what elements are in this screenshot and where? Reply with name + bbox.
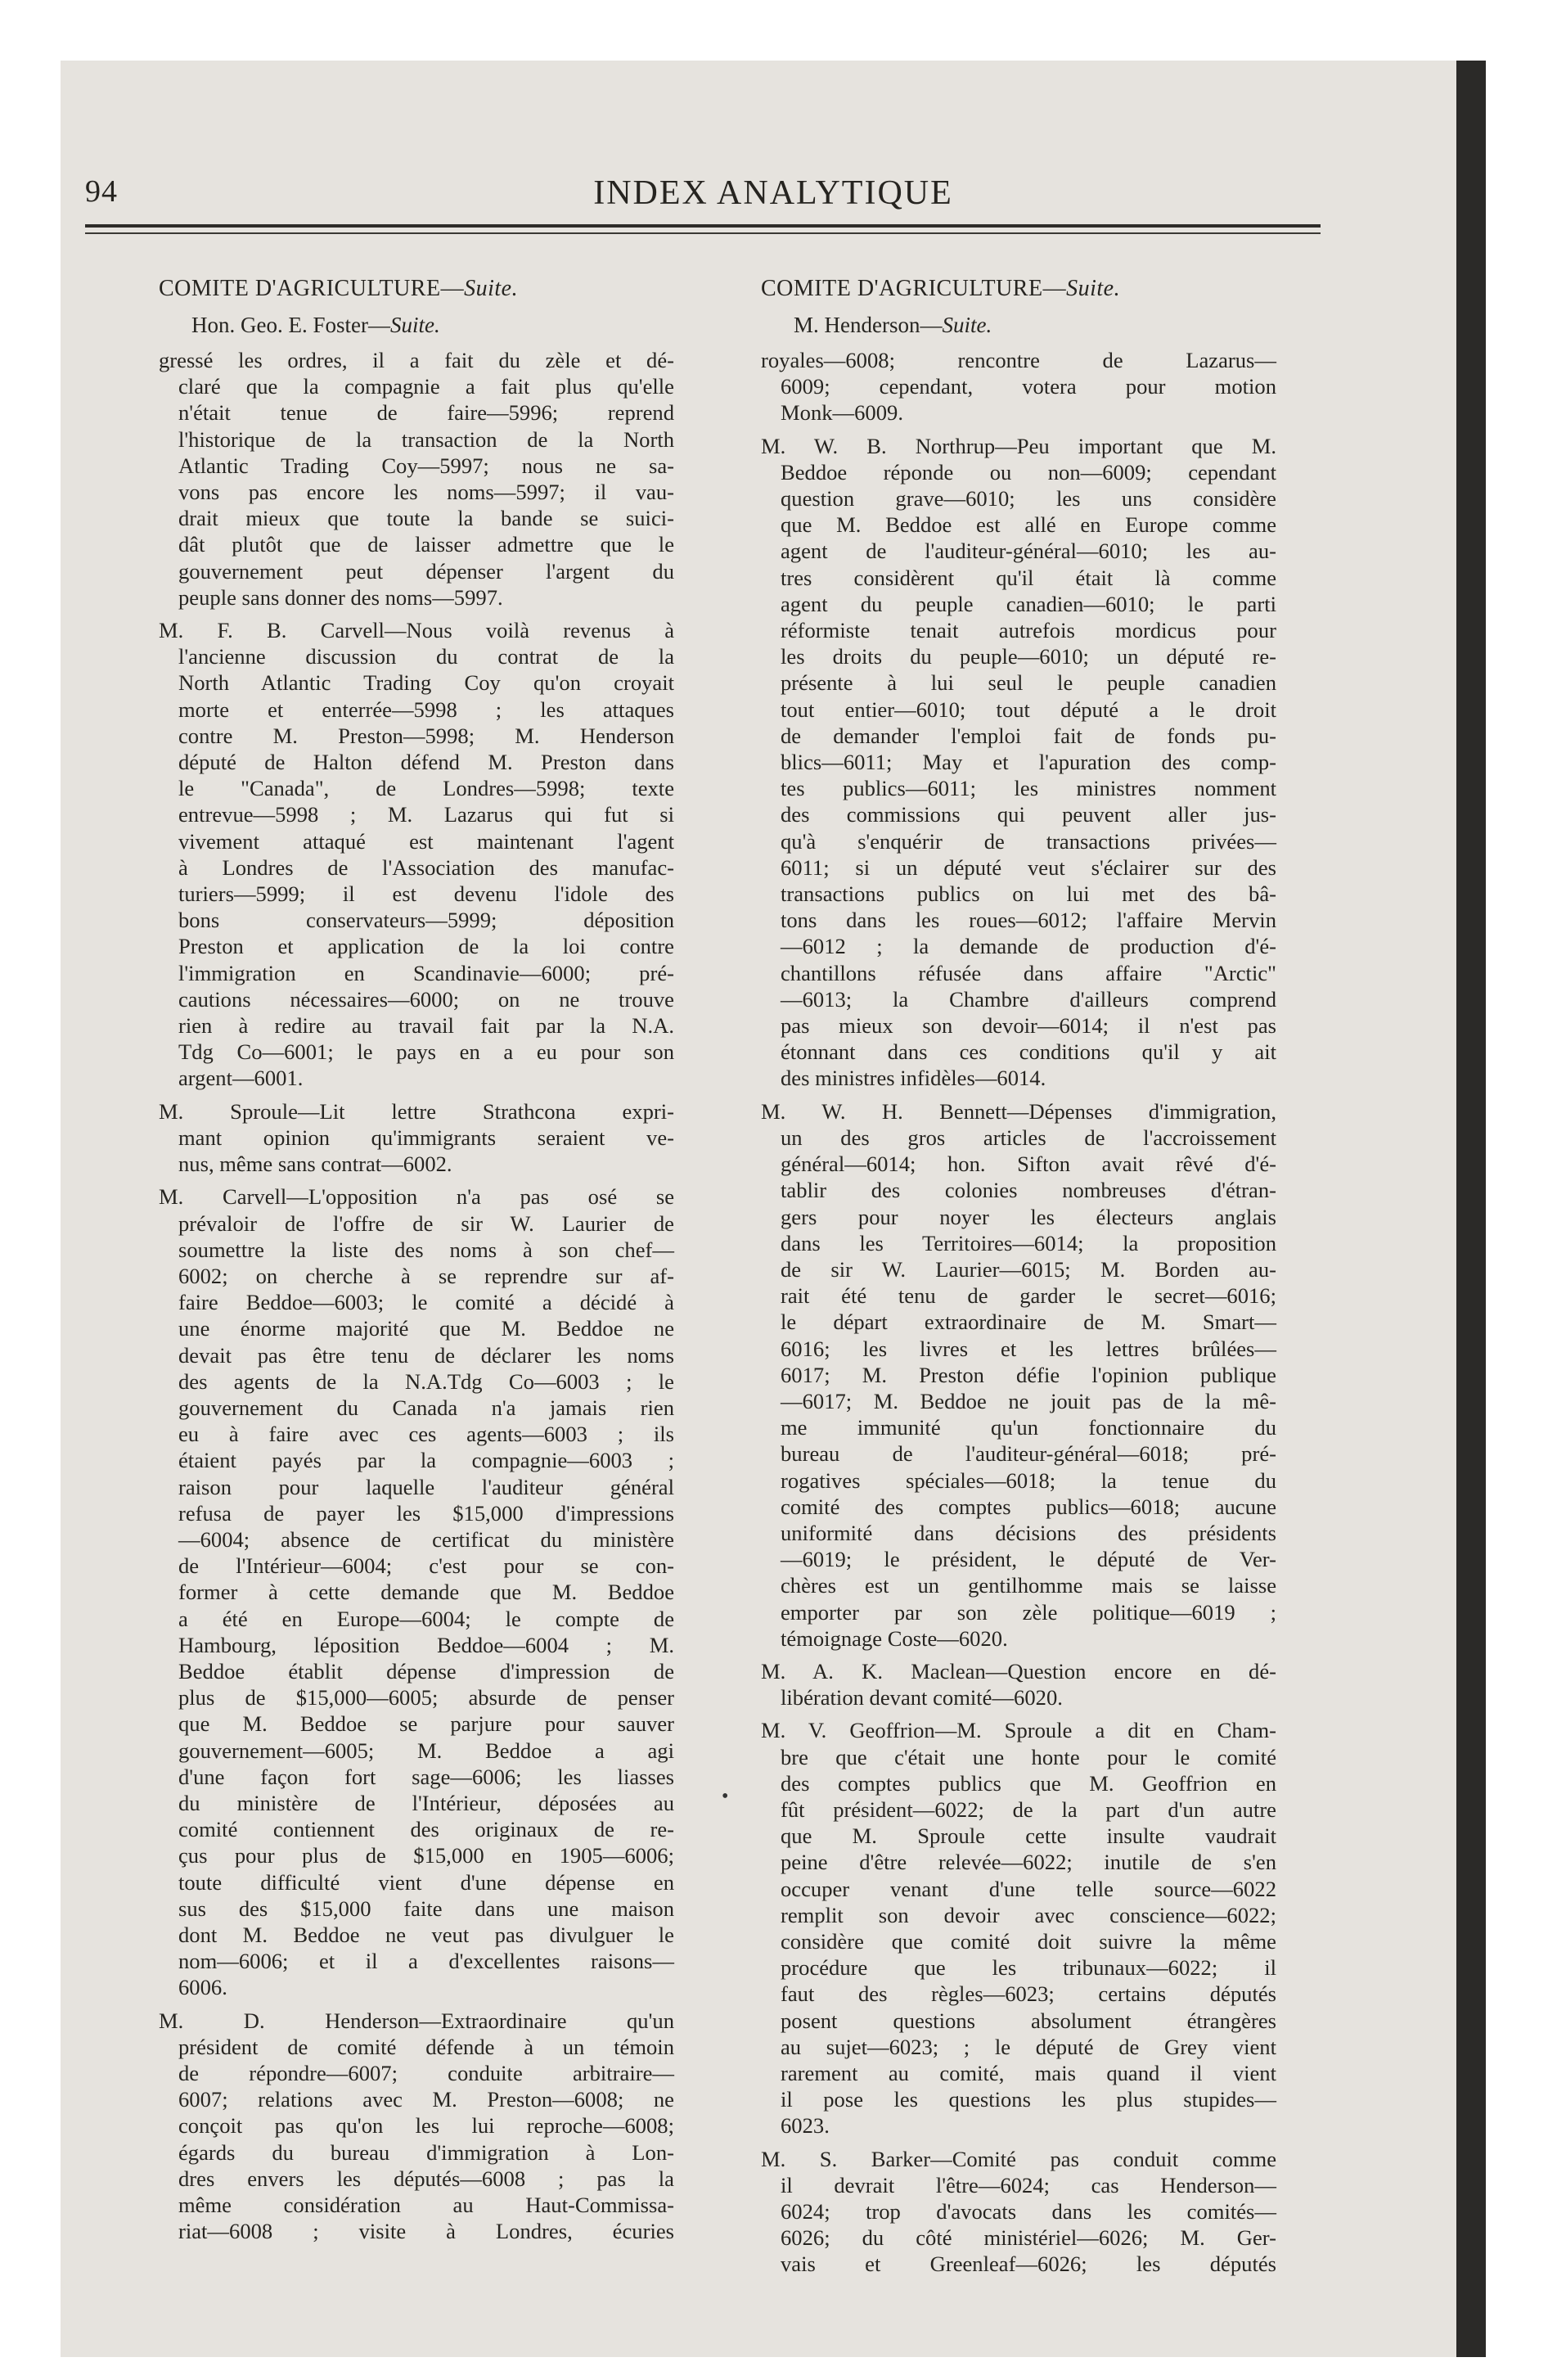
- entry-line: de répondre—6007; conduite arbitraire—: [178, 2061, 674, 2085]
- entry-line: gressé les ordres, il a fait du zèle et dé-: [159, 348, 674, 372]
- entry-line: raison pour laquelle l'auditeur général: [178, 1474, 674, 1499]
- entry-line: mant opinion qu'immigrants seraient ve-: [178, 1125, 674, 1150]
- entry-line: rait été tenu de garder le secret—6016;: [781, 1283, 1276, 1309]
- entry-line: —6017; M. Beddoe ne jouit pas de la mê-: [781, 1388, 1276, 1413]
- heading-text: COMITE D'AGRICULTURE—: [761, 276, 1067, 301]
- entry-line: Beddoe établit dépense d'impression de: [178, 1658, 674, 1684]
- entry-line: comité des comptes publics—6018; aucune: [781, 1494, 1276, 1519]
- entry-line: que M. Beddoe est allé en Europe comme: [781, 512, 1276, 538]
- entry-line: bons conservateurs—5999; déposition: [178, 908, 674, 933]
- entry-line: chantillons réfusée dans affaire "Arctic": [781, 960, 1276, 985]
- column-subheading: [794, 311, 1276, 339]
- entry-line: président de comité défende à un témoin: [178, 2034, 674, 2059]
- column-heading: [159, 275, 674, 303]
- entry-line: bureau de l'auditeur-général—6018; pré-: [781, 1441, 1276, 1467]
- entry-line: —6004; absence de certificat du ministère: [178, 1526, 674, 1552]
- entry-line: argent—6001.: [178, 1066, 304, 1091]
- header-rule-thin: [85, 232, 1321, 234]
- entry-line: des ministres infidèles—6014.: [781, 1066, 1046, 1091]
- index-entry: [761, 1658, 1276, 1711]
- entry-line: comité contiennent des originaux de re-: [178, 1817, 674, 1842]
- entry-line: M. D. Henderson—Extraordinaire qu'un: [159, 2008, 674, 2033]
- entry-line: de sir W. Laurier—6015; M. Borden au-: [781, 1256, 1276, 1282]
- entry-line: dans les Territoires—6014; la proposition: [781, 1230, 1276, 1255]
- entry-line: il pose les questions les plus stupides—: [781, 2087, 1276, 2112]
- index-entry: [761, 2146, 1276, 2278]
- entry-line: remplit son devoir avec conscience—6022;: [781, 1902, 1276, 1927]
- entry-line: peuple sans donner des noms—5997.: [178, 584, 503, 610]
- entry-line: présente à lui seul le peuple canadien: [781, 670, 1276, 696]
- scanned-page: [61, 61, 1486, 2357]
- entry-line: emporter par son zèle politique—6019 ;: [781, 1599, 1276, 1625]
- scan-edge-bar: [1456, 61, 1486, 2357]
- entry-line: blics—6011; May et l'apuration des comp-: [781, 750, 1276, 775]
- entry-line: de l'Intérieur—6004; c'est pour se con-: [178, 1553, 674, 1579]
- entry-line: libération devant comité—6020.: [781, 1685, 1063, 1711]
- entry-line: agent de l'auditeur-général—6010; les au-: [781, 539, 1276, 564]
- entry-line: les droits du peuple—6010; un député re-: [781, 644, 1276, 669]
- entry-line: le départ extraordinaire de M. Smart—: [781, 1309, 1276, 1335]
- entry-line: posent questions absolument étrangères: [781, 2008, 1276, 2033]
- entry-line: uniformité dans décisions des présidents: [781, 1520, 1276, 1545]
- entry-line: faut des règles—6023; certains députés: [781, 1981, 1276, 2007]
- entry-line: drait mieux que toute la bande se suici-: [178, 506, 674, 531]
- heading-suite: Suite.: [464, 276, 519, 301]
- entry-line: nom—6006; et il a d'excellentes raisons—: [178, 1949, 674, 1974]
- index-entry: [159, 1098, 674, 1178]
- entry-line: rien à redire au travail fait par la N.A.: [178, 1013, 674, 1039]
- subheading-suite: Suite.: [942, 313, 992, 337]
- entry-line: refusa de payer les $15,000 d'impressions: [178, 1500, 674, 1526]
- entry-line: question grave—6010; les uns considère: [781, 486, 1276, 512]
- entries: [159, 347, 674, 2244]
- entry-line: que M. Beddoe se parjure pour sauver: [178, 1711, 674, 1737]
- entry-line: entrevue—5998 ; M. Lazarus qui fut si: [178, 802, 674, 827]
- entry-line: occuper venant d'une telle source—6022: [781, 1876, 1276, 1901]
- subheading-text: Hon. Geo. E. Foster—: [191, 313, 390, 337]
- column-subheading: [191, 311, 674, 339]
- entry-line: l'historique de la transaction de la North: [178, 426, 674, 452]
- entry-line: d'une façon fort sage—6006; les liasses: [178, 1764, 674, 1789]
- entry-line: l'immigration en Scandinavie—6000; pré-: [178, 960, 674, 985]
- entry-line: même considération au Haut-Commissa-: [178, 2193, 674, 2218]
- entry-line: tes publics—6011; les ministres nomment: [781, 776, 1276, 801]
- entry-line: 6006.: [178, 1975, 227, 2000]
- entry-line: tablir des colonies nombreuses d'étran-: [781, 1178, 1276, 1203]
- index-entry: [159, 347, 674, 611]
- entry-line: M. W. B. Northrup—Peu important que M.: [761, 433, 1276, 458]
- entry-line: cautions nécessaires—6000; on ne trouve: [178, 986, 674, 1012]
- entry-line: il devrait l'être—6024; cas Henderson—: [781, 2172, 1276, 2197]
- entry-line: 6002; on cherche à se reprendre sur af-: [178, 1263, 674, 1288]
- entry-line: 6026; du côté ministériel—6026; M. Ger-: [781, 2225, 1276, 2251]
- entry-line: député de Halton défend M. Preston dans: [178, 750, 674, 775]
- subheading-text: M. Henderson—: [794, 313, 943, 337]
- entry-line: claré que la compagnie a fait plus qu'elle: [178, 374, 674, 399]
- entry-line: devait pas être tenu de déclarer les noms: [178, 1342, 674, 1368]
- entry-line: M. S. Barker—Comité pas conduit comme: [761, 2146, 1276, 2171]
- column-heading: [761, 275, 1276, 303]
- index-entry: [761, 347, 1276, 426]
- entry-line: 6016; les livres et les lettres brûlées—: [781, 1336, 1276, 1361]
- index-entry: [761, 433, 1276, 1092]
- subheading-suite: Suite.: [389, 313, 440, 337]
- index-entry: [159, 1183, 674, 2000]
- entry-line: tons dans les roues—6012; l'affaire Mervin: [781, 908, 1276, 933]
- entry-line: du ministère de l'Intérieur, déposées au: [178, 1790, 674, 1815]
- entry-line: plus de $15,000—6005; absurde de penser: [178, 1685, 674, 1711]
- margin-mark: •: [722, 1786, 729, 1807]
- right-column: [761, 275, 1276, 2284]
- entry-line: égards du bureau d'immigration à Lon-: [178, 2139, 674, 2165]
- entry-line: gers pour noyer les électeurs anglais: [781, 1204, 1276, 1229]
- entry-line: bre que c'était une honte pour le comité: [781, 1744, 1276, 1769]
- entry-line: North Atlantic Trading Coy qu'on croyait: [178, 670, 674, 696]
- entry-line: conçoit pas qu'on les lui reproche—6008;: [178, 2113, 674, 2139]
- entry-line: M. V. Geoffrion—M. Sproule a dit en Cham-: [761, 1718, 1276, 1743]
- entry-line: une énorme majorité que M. Beddoe ne: [178, 1316, 674, 1341]
- index-entry: [159, 2008, 674, 2245]
- index-entry: [761, 1098, 1276, 1652]
- entry-line: 6017; M. Preston défie l'opinion publique: [781, 1362, 1276, 1387]
- entry-line: vivement attaqué est maintenant l'agent: [178, 828, 674, 854]
- entry-line: M. Sproule—Lit lettre Strathcona expri-: [159, 1098, 674, 1124]
- entry-line: des comptes publics que M. Geoffrion en: [781, 1770, 1276, 1796]
- entry-line: toute difficulté vient d'une dépense en: [178, 1869, 674, 1895]
- entry-line: général—6014; hon. Sifton avait rêvé d'é-: [781, 1152, 1276, 1177]
- entry-line: 6009; cependant, votera pour motion: [781, 374, 1276, 399]
- entry-line: sus des $15,000 faite dans une maison: [178, 1895, 674, 1921]
- entry-line: —6012 ; la demande de production d'é-: [781, 934, 1276, 959]
- page-number: 94: [85, 174, 118, 209]
- entry-line: des commissions qui peuvent aller jus-: [781, 802, 1276, 827]
- entry-line: —6019; le président, le député de Ver-: [781, 1547, 1276, 1572]
- entry-line: dât plutôt que de laisser admettre que le: [178, 532, 674, 557]
- entry-line: procédure que les tribunaux—6022; il: [781, 1955, 1276, 1981]
- heading-suite: Suite.: [1066, 276, 1121, 301]
- entry-line: royales—6008; rencontre de Lazarus—: [761, 348, 1276, 372]
- entry-line: chères est un gentilhomme mais se laisse: [781, 1573, 1276, 1598]
- entry-line: le "Canada", de Londres—5998; texte: [178, 776, 674, 801]
- entry-line: peine d'être relevée—6022; inutile de s'en: [781, 1850, 1276, 1875]
- entry-line: n'était tenue de faire—5996; reprend: [178, 400, 674, 426]
- entry-line: gouvernement peut dépenser l'argent du: [178, 558, 674, 584]
- entry-line: tres considèrent qu'il était là comme: [781, 565, 1276, 590]
- entry-line: tout entier—6010; tout député a le droit: [781, 696, 1276, 722]
- heading-text: COMITE D'AGRICULTURE—: [159, 276, 465, 301]
- entry-line: Atlantic Trading Coy—5997; nous ne sa-: [178, 453, 674, 478]
- entry-line: faire Beddoe—6003; le comité a décidé à: [178, 1290, 674, 1315]
- entry-line: un des gros articles de l'accroissement: [781, 1125, 1276, 1150]
- index-entry: [159, 617, 674, 1092]
- entry-line: Monk—6009.: [781, 400, 903, 426]
- left-column: [159, 275, 674, 2251]
- entry-line: étaient payés par la compagnie—6003 ;: [178, 1448, 674, 1473]
- entry-line: turiers—5999; il est devenu l'idole des: [178, 881, 674, 907]
- entry-line: Tdg Co—6001; le pays en a eu pour son: [178, 1039, 674, 1065]
- entry-line: 6023.: [781, 2113, 830, 2139]
- entry-line: —6013; la Chambre d'ailleurs comprend: [781, 986, 1276, 1012]
- entry-line: a été en Europe—6004; le compte de: [178, 1606, 674, 1631]
- entry-line: l'ancienne discussion du contrat de la: [178, 644, 674, 669]
- entry-line: Hambourg, léposition Beddoe—6004 ; M.: [178, 1632, 674, 1657]
- entry-line: témoignage Coste—6020.: [781, 1625, 1008, 1651]
- entry-line: M. W. H. Bennett—Dépenses d'immigration,: [761, 1098, 1276, 1124]
- entry-line: Beddoe réponde ou non—6009; cependant: [781, 459, 1276, 485]
- entry-line: de demander l'emploi fait de fonds pu-: [781, 723, 1276, 748]
- running-title: INDEX ANALYTIQUE: [593, 174, 953, 212]
- entries: [761, 347, 1276, 2278]
- entry-line: au sujet—6023; ; le député de Grey vient: [781, 2034, 1276, 2059]
- entry-line: former à cette demande que M. Beddoe: [178, 1580, 674, 1605]
- entry-line: des agents de la N.A.Tdg Co—6003 ; le: [178, 1368, 674, 1394]
- entry-line: rogatives spéciales—6018; la tenue du: [781, 1467, 1276, 1493]
- entry-line: étonnant dans ces conditions qu'il y ait: [781, 1039, 1276, 1065]
- entry-line: nus, même sans contrat—6002.: [178, 1152, 452, 1177]
- entry-line: 6007; relations avec M. Preston—6008; ne: [178, 2087, 674, 2112]
- entry-line: réformiste tenait autrefois mordicus pour: [781, 618, 1276, 643]
- entry-line: prévaloir de l'offre de sir W. Laurier de: [178, 1210, 674, 1236]
- header-rule-thick: [85, 224, 1321, 228]
- entry-line: M. A. K. Maclean—Question encore en dé-: [761, 1658, 1276, 1684]
- entry-line: M. F. B. Carvell—Nous voilà revenus à: [159, 618, 674, 643]
- entry-line: transactions publics on lui met des bâ-: [781, 881, 1276, 907]
- entry-line: fût président—6022; de la part d'un autre: [781, 1796, 1276, 1822]
- entry-line: contre M. Preston—5998; M. Henderson: [178, 723, 674, 748]
- entry-line: morte et enterrée—5998 ; les attaques: [178, 696, 674, 722]
- entry-line: que M. Sproule cette insulte vaudrait: [781, 1823, 1276, 1849]
- entry-line: 6011; si un député veut s'éclairer sur des: [781, 854, 1276, 880]
- entry-line: dres envers les députés—6008 ; pas la: [178, 2166, 674, 2191]
- entry-line: vons pas encore les noms—5997; il vau-: [178, 480, 674, 505]
- entry-line: agent du peuple canadien—6010; le parti: [781, 591, 1276, 616]
- index-entry: [761, 1717, 1276, 2139]
- entry-line: 6024; trop d'avocats dans les comités—: [781, 2199, 1276, 2224]
- entry-line: rarement au comité, mais quand il vient: [781, 2061, 1276, 2085]
- entry-line: çus pour plus de $15,000 en 1905—6006;: [178, 1843, 674, 1868]
- entry-line: me immunité qu'un fonctionnaire du: [781, 1415, 1276, 1440]
- entry-line: gouvernement du Canada n'a jamais rien: [178, 1395, 674, 1420]
- entry-line: eu à faire avec ces agents—6003 ; ils: [178, 1422, 674, 1447]
- entry-line: vais et Greenleaf—6026; les députés: [781, 2252, 1276, 2277]
- entry-line: considère que comité doit suivre la même: [781, 1928, 1276, 1954]
- entry-line: soumettre la liste des noms à son chef—: [178, 1237, 674, 1262]
- entry-line: Preston et application de la loi contre: [178, 934, 674, 959]
- entry-line: dont M. Beddoe ne veut pas divulguer le: [178, 1922, 674, 1947]
- entry-line: riat—6008 ; visite à Londres, écuries: [178, 2219, 674, 2244]
- entry-line: qu'à s'enquérir de transactions privées—: [781, 828, 1276, 854]
- entry-line: à Londres de l'Association des manufac-: [178, 854, 674, 880]
- entry-line: pas mieux son devoir—6014; il n'est pas: [781, 1013, 1276, 1039]
- entry-line: M. Carvell—L'opposition n'a pas osé se: [159, 1184, 674, 1210]
- entry-line: gouvernement—6005; M. Beddoe a agi: [178, 1738, 674, 1763]
